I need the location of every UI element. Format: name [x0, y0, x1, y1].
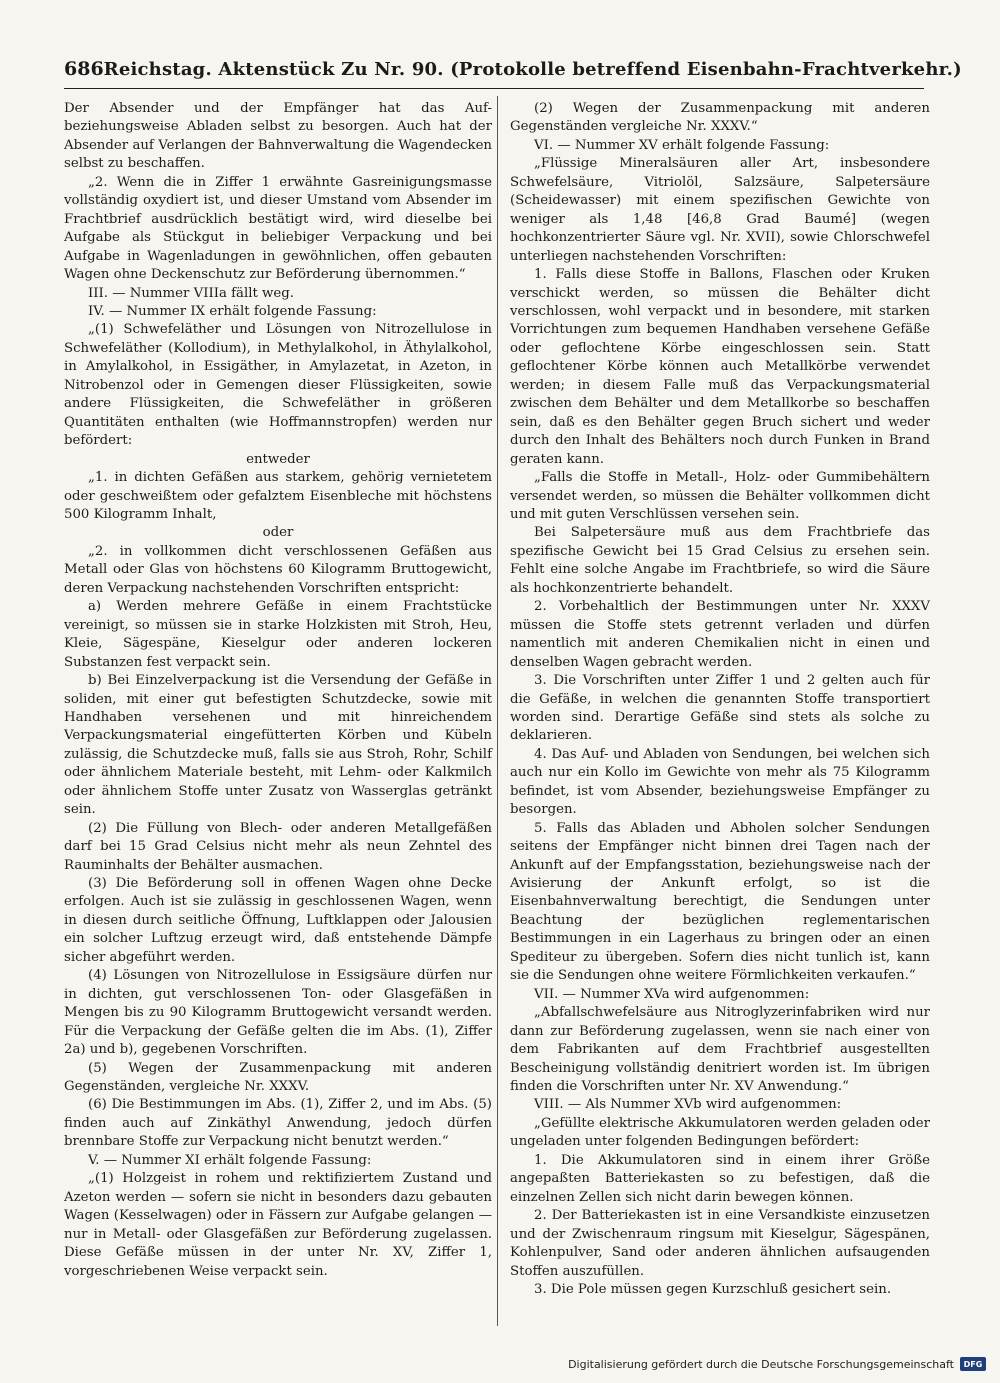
- page-header: [64, 58, 962, 86]
- paragraph: 4. Das Auf- und Abladen von Sendungen, bei welchen sich auch nur ein Kollo im Gewichte von mehr als 75 Kilogramm befindet, ist vom Absender, beziehungsweise Empfänger zu besorgen.: [510, 746, 930, 818]
- paragraph: (2) Die Füllung von Blech- oder anderen Metallgefäßen darf bei 15 Grad Celsius nicht mehr als neun Zehntel des Rauminhalts der Behälter ausmachen.: [64, 820, 492, 873]
- section-heading: V. — Nummer XI erhält folgende Fassung:: [88, 1152, 372, 1168]
- paragraph: 3. Die Vorschriften unter Ziffer 1 und 2 gelten auch für die Gefäße, in welchen die genannten Stoffe transportiert worden sind. Derartige Gefäße sind stets als solche zu deklarieren.: [510, 673, 930, 744]
- paragraph: 1. Die Akkumulatoren sind in einem ihrer Größe angepaßten Batteriekasten so zu befestigen, daß die einzelnen Zellen sich nicht darin bewegen können.: [510, 1152, 930, 1205]
- paragraph: 2. Der Batteriekasten ist in eine Versandkiste einzusetzen und der Zwischenraum ringsum mit Kieselgur, Sägespänen, Kohlenpulver, Sand oder anderen ähnlichen aufsaugenden Stoffen auszufüllen.: [510, 1208, 930, 1279]
- paragraph: 5. Falls das Abladen und Abholen solcher Sendungen seitens der Empfänger nicht binnen drei Tagen nach der Ankunft auf der Empfangsstation, beziehungsweise nach der Avisierung der Ankunft erfolgt, so ist die Eisenbahnverwaltung berechtigt, die Sendungen unter Beachtung der bezüglichen reglementarischen Bestimmungen in ein Lagerhaus zu bringen oder an einen Spediteur zu übergeben. Sofern dies nicht tunlich ist, kann sie die Sendungen ohne weitere Förmlichkeiten verkaufen.“: [510, 820, 930, 984]
- paragraph: Bei Salpetersäure muß aus dem Frachtbriefe das spezifische Gewicht bei 15 Grad Celsius zu ersehen sein. Fehlt eine solche Angabe im Frachtbriefe, so wird die Säure als hochkonzentrierte behandelt.: [510, 525, 930, 596]
- paragraph: „1. in dichten Gefäßen aus starkem, gehörig vernietetem oder geschweißtem oder gefalztem Eisenbleche mit höchstens 500 Kilogramm Inhalt,: [64, 470, 492, 522]
- paragraph: „Flüssige Mineralsäuren aller Art, insbesondere Schwefelsäure, Vitriolöl, Salzsäure, Salpetersäure (Scheidewasser) mit einem spezifischen Gewichte von weniger als 1,48 [46,8 Grad Baumé] (wegen hochkonzentrierter Säure vgl. Nr. XVII), sowie Chlorschwefel unterliegen nachstehenden Vorschriften:: [510, 156, 930, 264]
- paragraph: „Falls die Stoffe in Metall-, Holz- oder Gummibehältern versendet werden, so müssen die Behälter vollkommen dicht und mit guten Verschlüssen versehen sein.: [510, 470, 930, 522]
- section-heading: III. — Nummer VIIIa fällt weg.: [88, 285, 295, 301]
- running-title: Reichstag. Aktenstück Zu Nr. 90. (Protokolle betreffend Eisenbahn-Frachtverkehr.): [103, 59, 962, 80]
- left-column: [64, 100, 492, 1281]
- paragraph: „(1) Holzgeist in rohem und rektifiziertem Zustand und Azeton werden — sofern sie nicht in besonders dazu gebauten Wagen (Kesselwagen) oder in Fässern zur Aufgabe gelangen — nur in Metall- oder Glasgefäßen zur Beförderung zugelassen. Diese Gefäße müssen in der unter Nr. XV, Ziffer 1, vorgeschriebenen Weise verpackt sein.: [64, 1171, 492, 1279]
- paragraph: 1. Falls diese Stoffe in Ballons, Flaschen oder Kruken verschickt werden, so müssen die Behälter dicht verschlossen, wohl verpackt und in besondere, mit starken Vorrichtungen zum bequemen Handhaben versehene Gefäße oder geflochtene Körbe eingeschlossen sein. Statt geflochtener Körbe können auch Metallkörbe verwendet werden; in diesem Falle muß das Verpackungsmaterial zwischen dem Behälter und dem Metallkorbe so beschaffen sein, daß es den Behälter gegen Bruch sichert und weder durch den Inhalt des Behälters noch durch Funken in Brand geraten kann.: [510, 267, 930, 467]
- paragraph: „2. in vollkommen dicht verschlossenen Gefäßen aus Metall oder Glas von höchstens 60 Kilogramm Bruttogewicht, deren Verpackung nachstehenden Vorschriften entspricht:: [64, 543, 492, 596]
- conjunction-line: oder: [262, 525, 294, 541]
- paragraph: „2. Wenn die in Ziffer 1 erwähnte Gasreinigungsmasse vollständig oxydiert ist, und dieser Umstand vom Absender im Frachtbrief ausdrücklich bestätigt wird, wird dieselbe bei Aufgabe als Stückgut in beliebiger Verpackung und bei Aufgabe in Wagenladungen in gewöhnlichen, offen gebauten Wagen ohne Deckenschutz zur Beförderung übernommen.“: [64, 174, 492, 283]
- paragraph: (6) Die Bestimmungen im Abs. (1), Ziffer 2, und im Abs. (5) finden auch auf Zinkäthyl Anwendung, jedoch dürfen brennbare Stoffe zur Verpackung nicht benutzt werden.“: [64, 1097, 492, 1150]
- section-heading: IV. — Nummer IX erhält folgende Fassung:: [88, 303, 377, 319]
- column-divider: [497, 96, 498, 1326]
- section-heading: VI. — Nummer XV erhält folgende Fassung:: [534, 137, 830, 153]
- paragraph: „Gefüllte elektrische Akkumulatoren werden geladen oder ungeladen unter folgenden Bedingungen befördert:: [510, 1115, 930, 1150]
- page-number: 686: [64, 58, 104, 80]
- paragraph: „(1) Schwefeläther und Lösungen von Nitrozellulose in Schwefeläther (Kollodium), in Methylalkohol, in Äthylalkohol, in Amylalkohol, in Essigäther, in Amylazetat, in Azeton, in Nitrobenzol oder in Gemengen dieser Flüssigkeiten, sowie andere Flüssigkeiten, die Schwefeläther in größeren Quantitäten enthalten (wie Hoffmannstropfen) werden nur befördert:: [64, 322, 492, 449]
- header-rule: [64, 88, 924, 89]
- conjunction-line: entweder: [246, 451, 310, 467]
- right-column: [510, 100, 930, 1299]
- paragraph: (3) Die Beförderung soll in offenen Wagen ohne Decke erfolgen. Auch ist sie zulässig in geschlossenen Wagen, wenn in diesen durch seitliche Öffnung, Luftklappen oder Jalousien ein solcher Luftzug erzeugt wird, daß entstehende Dämpfe sicher abgeführt werden.: [64, 876, 492, 965]
- paragraph: „Abfallschwefelsäure aus Nitroglyzerinfabriken wird nur dann zur Beförderung zugelassen, wenn sie nach einer von dem Fabrikanten auf dem Frachtbrief ausgestellten Bescheinigung vollständig denitriert worden ist. Im übrigen finden die Vorschriften unter Nr. XV Anwendung.“: [510, 1005, 930, 1095]
- paragraph: a) Werden mehrere Gefäße in einem Frachtstücke vereinigt, so müssen sie in starke Holzkisten mit Stroh, Heu, Kleie, Sägespäne, Kieselgur oder anderen lockeren Substanzen fest verpackt sein.: [64, 599, 492, 670]
- paragraph: 2. Vorbehaltlich der Bestimmungen unter Nr. XXXV müssen die Stoffe stets getrennt verladen und dürfen namentlich mit anderen Chemikalien nicht in einen und denselben Wagen gebracht werden.: [510, 599, 930, 670]
- dfg-logo-icon: DFG: [960, 1357, 986, 1371]
- paragraph: 3. Die Pole müssen gegen Kurzschluß gesichert sein.: [534, 1282, 892, 1297]
- paragraph: Der Absender und der Empfänger hat das Auf- beziehungsweise Abladen selbst zu besorgen. Auch hat der Absender auf Verlangen der Bahnverwaltung die Wagendecken selbst zu beschaffen.: [64, 101, 492, 172]
- footer: [568, 1353, 986, 1375]
- section-heading: VII. — Nummer XVa wird aufgenommen:: [534, 986, 810, 1002]
- paragraph: b) Bei Einzelverpackung ist die Versendung der Gefäße in soliden, mit einer gut befestigten Schutzdecke, sowie mit Handhaben versehenen und mit hinreichendem Verpackungsmaterial eingefütterten Körben und Kübeln zulässig, die Schutzdecke muß, falls sie aus Stroh, Rohr, Schilf oder ähnlichem Materiale besteht, mit Lehm- oder Kalkmilch oder ähnlichem Stoffe unter Zusatz von Wasserglas getränkt sein.: [64, 673, 492, 818]
- paragraph: (5) Wegen der Zusammenpackung mit anderen Gegenständen, vergleiche Nr. XXXV.: [64, 1060, 492, 1095]
- funding-note: Digitalisierung gefördert durch die Deutsche Forschungsgemeinschaft: [568, 1357, 954, 1371]
- paragraph: (2) Wegen der Zusammenpackung mit anderen Gegenständen vergleiche Nr. XXXV.“: [510, 101, 930, 135]
- paragraph: (4) Lösungen von Nitrozellulose in Essigsäure dürfen nur in dichten, gut verschlossenen Ton- oder Glasgefäßen in Mengen bis zu 90 Kilogramm Bruttogewicht versandt werden. Für die Verpackung der Gefäße gelten die im Abs. (1), Ziffer 2a) und b), gegebenen Vorschriften.: [64, 968, 492, 1058]
- section-heading: VIII. — Als Nummer XVb wird aufgenommen:: [534, 1097, 842, 1113]
